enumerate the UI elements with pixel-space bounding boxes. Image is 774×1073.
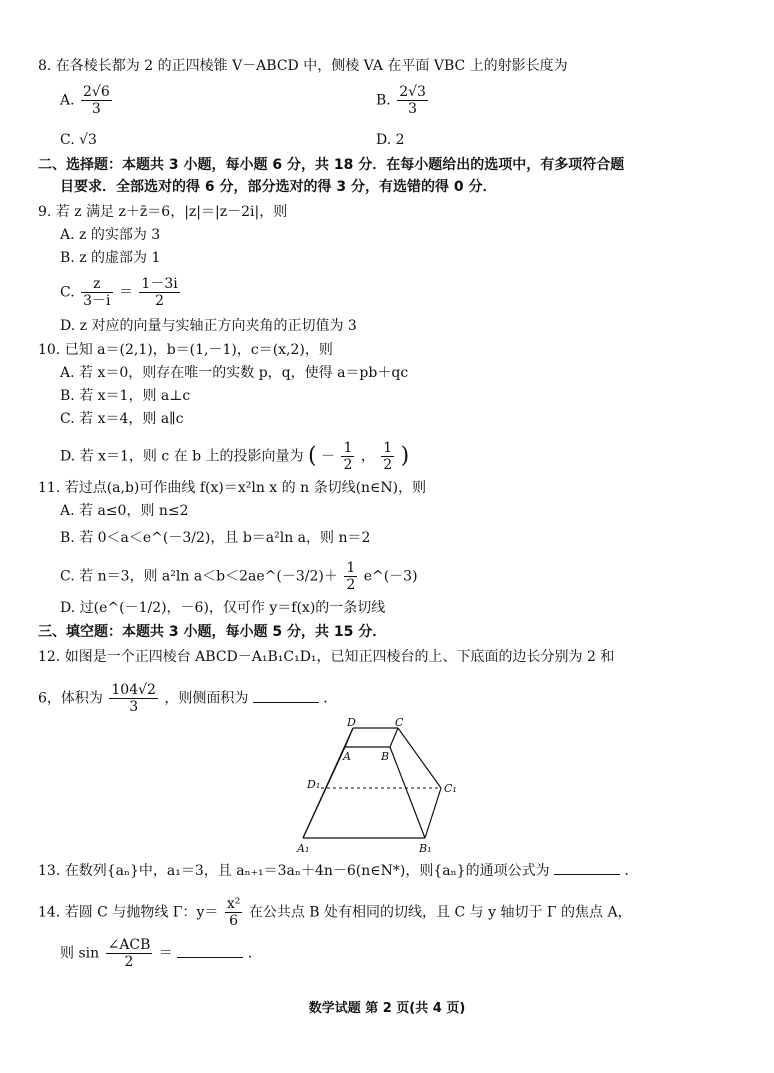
q9-option-c-equals: ＝ [118,284,133,301]
q12-line2-suffix: ，则侧面积为 [164,690,249,707]
q14-line2-equals: ＝ [158,945,173,962]
q8-option-b-fraction [397,84,428,117]
q12-line2-end: ． [323,690,338,707]
q11-option-c-fraction [344,560,357,593]
q11-option-c-tail: e^(－3) [363,568,418,585]
q10-option-d-numerator-1: 1 [343,440,353,456]
q11-option-c [60,560,418,593]
q14-parabola-denominator: 6 [229,913,239,929]
q14-line1-suffix: 在公共点 B 处有相同的切线，且 C 与 y 轴切于 Γ 的焦点 A， [248,904,632,921]
q13-text: 13. 在数列{aₙ}中，a₁＝3，且 aₙ₊₁＝3aₙ＋4n－6(n∈N*)，则{aₙ}的通项公式为 [38,863,550,879]
q11-option-a: A. 若 a≤0，则 n≤2 [60,503,189,519]
q10-option-d-text: D. 若 x＝1，则 c 在 b 上的投影向量为 [60,448,304,465]
q12-line2-text: 6，体积为 [38,690,103,707]
q8-option-a-fraction [81,84,112,117]
q9-option-c-left-fraction [81,276,112,309]
q9-option-c-label: C. [60,284,75,301]
section3-heading: 三、填空题：本题共 3 小题，每小题 5 分，共 15 分． [38,624,387,640]
q9-option-c-left-numerator: z [81,276,112,293]
q10-option-d-left-paren: ( [307,443,317,469]
q10-stem: 10. 已知 a＝(2,1)，b＝(1,－1)，c＝(x,2)，则 [38,342,333,358]
q11-option-c-text: C. 若 n＝3，则 a²ln a＜b＜2ae^(－3/2)＋ [60,568,338,585]
q11-option-b: B. 若 0＜a＜e^(－3/2)，且 b＝a²ln a，则 n＝2 [60,530,371,546]
q14-line1 [38,896,632,929]
q12-line2 [38,682,337,715]
vertex-D: D [347,716,356,729]
q14-parabola-fraction [225,896,243,929]
edge-C-C1 [398,728,441,788]
vertex-A: A [343,750,351,763]
frustum-figure [295,716,465,854]
q10-option-d-comma: ， [360,448,375,465]
q8-option-b-numerator: 2√3 [399,84,426,100]
q9-option-c-right-numerator: 1－3i [141,276,178,292]
q10-option-d-sign: － [320,448,335,465]
q9-stem: 9. 若 z 满足 z＋z̄＝6，|z|＝|z－2i|，则 [38,204,288,220]
q12-volume-denominator: 3 [129,699,139,715]
q10-option-d-fraction-2 [381,440,394,473]
q14-line2-text: 则 sin [60,945,100,962]
vertex-B1: B₁ [419,842,432,854]
q13-line [38,860,638,881]
q10-option-a: A. 若 x＝0，则存在唯一的实数 p，q，使得 a＝pb＋qc [60,365,409,381]
q11-option-d: D. 过(e^(－1/2)，－6)，仅可作 y＝f(x)的一条切线 [60,600,386,616]
page-footer: 数学试题 第 2 页(共 4 页) [308,1001,466,1016]
q14-parabola-numerator: x² [226,896,241,912]
q9-option-c-right-fraction [139,276,179,309]
q9-option-c [60,276,182,309]
q10-option-d-right-paren: ) [400,443,410,469]
section2-heading-line2: 目要求．全部选对的得 6 分，部分选对的得 3 分，有选错的得 0 分． [60,179,497,195]
q8-option-a-denominator: 3 [91,101,101,117]
q8-option-b-denominator: 3 [408,101,418,117]
q12-line1: 12. 如图是一个正四棱台 ABCD－A₁B₁C₁D₁，已知正四棱台的上、下底面的边长分别为 2 和 [38,649,615,665]
q11-option-c-numerator: 1 [346,560,356,576]
q9-option-d: D. z 对应的向量与实轴正方向夹角的正切值为 3 [60,318,357,334]
q8-option-a-label: A. [60,92,75,109]
edge-B1-C1 [425,788,441,838]
q8-option-b-label: B. [376,92,391,109]
q12-answer-blank[interactable] [253,688,319,703]
q9-option-c-left-denominator: 3－i [83,293,111,309]
q14-angle-fraction [106,937,153,970]
vertex-B: B [381,750,390,763]
q10-option-b: B. 若 x＝1，则 a⊥c [60,388,191,404]
q13-answer-blank[interactable] [554,860,620,875]
section2-heading-line1: 二、选择题：本题共 3 小题，每小题 6 分，共 18 分．在每小题给出的选项中，有多项符合题 [38,157,625,173]
q11-stem: 11. 若过点(a,b)可作曲线 f(x)＝x²ln x 的 n 条切线(n∈N)，则 [38,480,427,496]
q8-stem: 8. 在各棱长都为 2 的正四棱锥 V－ABCD 中，侧棱 VA 在平面 VBC 上的射影长度为 [38,58,568,74]
q14-line2 [60,937,262,970]
vertex-A1: A₁ [297,842,310,854]
q10-option-d [60,440,409,473]
q9-option-c-right-denominator: 2 [155,293,165,309]
q10-option-c: C. 若 x＝4，则 a∥c [60,411,184,427]
vertex-D1: D₁ [307,778,321,791]
q9-option-b: B. z 的虚部为 1 [60,250,161,266]
q13-end: ． [624,863,639,879]
q8-option-c: C. √3 [60,132,97,148]
q14-line2-end: ． [247,945,262,962]
q10-option-d-fraction-1 [341,440,354,473]
q14-angle-denominator: 2 [124,954,134,970]
q10-option-d-denominator-2: 2 [383,457,393,473]
q11-option-c-denominator: 2 [346,577,356,593]
edge-B-C [390,728,398,747]
q14-answer-blank[interactable] [177,943,243,958]
q12-volume-fraction [109,682,158,715]
q10-option-d-numerator-2: 1 [383,440,393,456]
q14-line1-text: 14. 若圆 C 与抛物线 Γ：y＝ [38,904,219,921]
q14-angle-numerator: ∠ACB [107,937,151,953]
edge-B-B1 [390,747,425,838]
q8-option-d: D. 2 [376,132,405,148]
vertex-C: C [395,716,404,729]
q12-volume-numerator: 104√2 [111,682,156,698]
vertex-C1: C₁ [444,782,457,795]
q10-option-d-denominator-1: 2 [343,457,353,473]
q8-option-b [376,84,430,117]
q9-option-a: A. z 的实部为 3 [60,227,161,243]
q8-option-a [60,84,114,117]
q8-option-a-numerator: 2√6 [83,84,110,100]
